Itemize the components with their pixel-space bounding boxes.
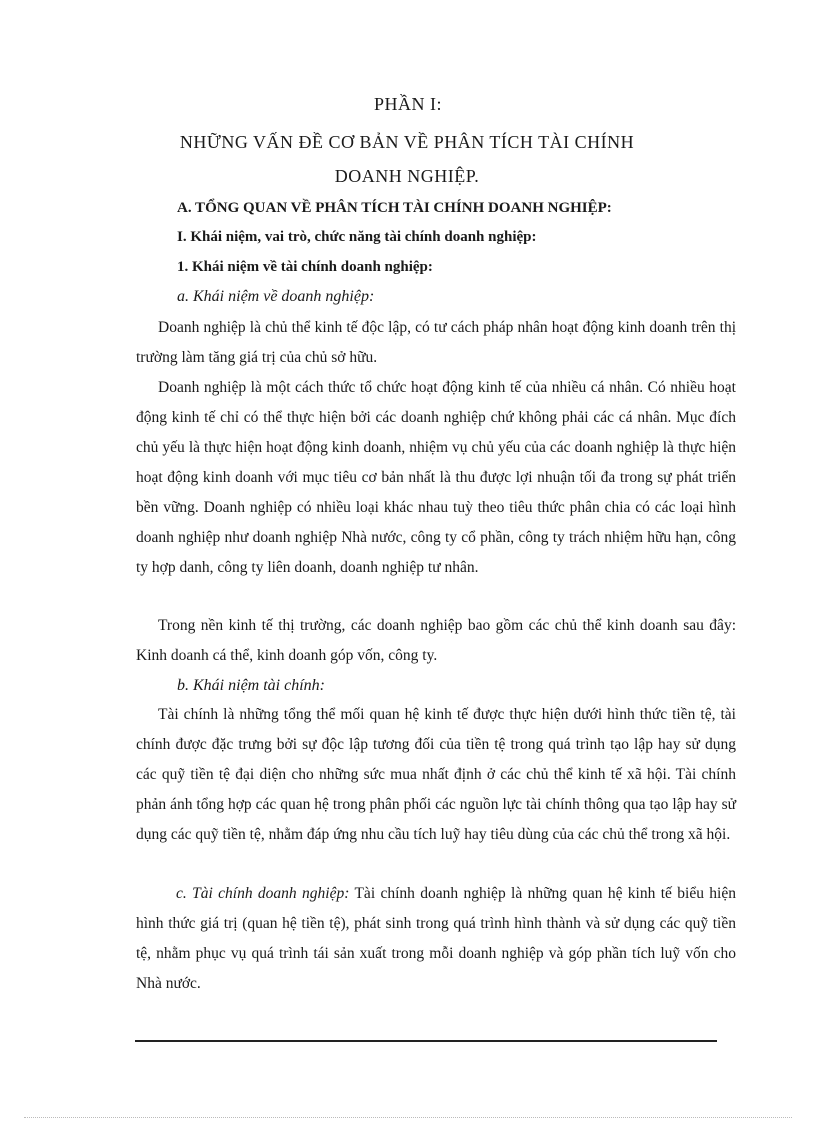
title-line-2: DOANH NGHIỆP. xyxy=(334,166,480,186)
subheading-a: a. Khái niệm về doanh nghiệp: xyxy=(177,288,375,305)
paragraph-5 xyxy=(136,879,736,999)
paragraph-1: Doanh nghiệp là chủ thể kinh tế độc lập, có tư cách pháp nhân hoạt động kinh doanh trên thị trường làm tăng giá trị của chủ sở hữu. xyxy=(136,319,736,366)
paragraph-5-text: Tài chính doanh nghiệp là những quan hệ kinh tế biểu hiện hình thức giá trị (quan hệ tiền tệ), phát sinh trong quá trình hình thành và sử dụng các quỹ tiền tệ, nhằm phục vụ quá trình tái sản xuất trong mỗi doanh nghiệp và góp phần tích luỹ vốn cho Nhà nước. xyxy=(136,885,736,992)
subheading-b: b. Khái niệm tài chính: xyxy=(177,677,325,694)
footer-rule xyxy=(135,1040,717,1042)
paragraph-4: Tài chính là những tổng thể mối quan hệ kinh tế được thực hiện dưới hình thức tiền tệ, tài chính được đặc trưng bởi sự độc lập tương đối của tiền tệ trong quá trình tạo lập hay sử dụng các quỹ tiền tệ đại diện cho những sức mua nhất định ở các chủ thể kinh tế xã hội. Tài chính phản ánh tổng hợp các quan hệ trong phân phối các nguồn lực tài chính thông qua tạo lập hay sử dụng các quỹ tiền tệ, nhằm đáp ứng nhu cầu tích luỹ hay tiêu dùng của các chủ thể trong xã hội. xyxy=(136,706,736,843)
section-a-heading: A. TỔNG QUAN VỀ PHÂN TÍCH TÀI CHÍNH DOANH NGHIỆP: xyxy=(177,200,612,216)
subheading-c: c. Tài chính doanh nghiệp: xyxy=(176,885,350,902)
paragraph-2: Doanh nghiệp là một cách thức tổ chức hoạt động kinh tế của nhiều cá nhân. Có nhiều hoạt động kinh tế chỉ có thể thực hiện bởi các doanh nghiệp chứ không phải các cá nhân. Mục đích chủ yếu là thực hiện hoạt động kinh doanh, nhiệm vụ chủ yếu của các doanh nghiệp là thực hiện hoạt động kinh doanh với mục tiêu cơ bản nhất là thu được lợi nhuận tối đa trong sự phát triển bền vững. Doanh nghiệp có nhiều loại khác nhau tuỳ theo tiêu thức phân chia có các loại hình doanh nghiệp như doanh nghiệp Nhà nước, công ty cổ phần, công ty trách nhiệm hữu hạn, công ty hợp danh, công ty liên doanh, doanh nghiệp tư nhân. xyxy=(136,379,736,576)
part-heading: PHẦN I: xyxy=(373,94,442,114)
page-edge-dotted-line xyxy=(24,1117,792,1118)
subsection-1-heading: 1. Khái niệm về tài chính doanh nghiệp: xyxy=(177,259,433,275)
paragraph-3: Trong nền kinh tế thị trường, các doanh nghiệp bao gồm các chủ thể kinh doanh sau đây: Kinh doanh cá thể, kinh doanh góp vốn, công ty. xyxy=(136,617,736,664)
title-line-1: NHỮNG VẤN ĐỀ CƠ BẢN VỀ PHÂN TÍCH TÀI CHÍNH xyxy=(179,132,635,152)
section-1-heading: I. Khái niệm, vai trò, chức năng tài chính doanh nghiệp: xyxy=(177,229,537,245)
